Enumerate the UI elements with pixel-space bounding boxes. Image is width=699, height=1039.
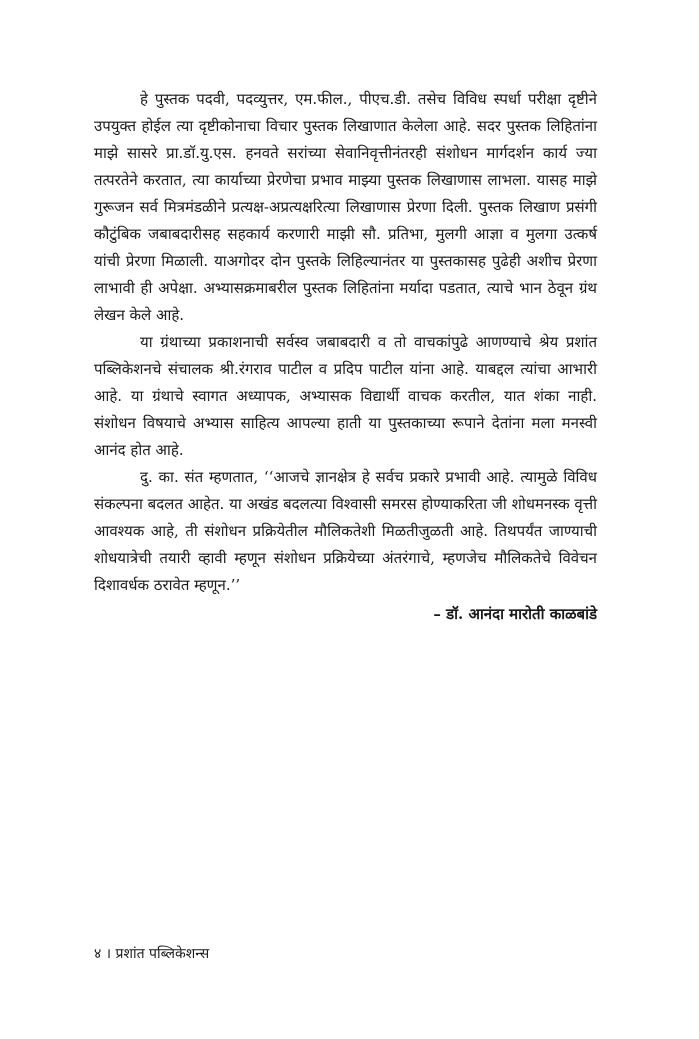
paragraph-publisher-thanks: या ग्रंथाच्या प्रकाशनाची सर्वस्व जबाबदारी व तो वाचकांपुढे आणण्याचे श्रेय प्रशांत पब्लिकेशनचे संचालक श्री.रंगराव पाटील व प्रदिप पाटील यांना आहे. याबद्दल त्यांचा आभारी आहे. या ग्रंथाचे स्वागत अध्यापक, अभ्यासक विद्यार्थी वाचक करतील, यात शंका नाही. संशोधन विषयाचे अभ्यास साहित्य आपल्या हाती या पुस्तकाच्या रूपाने देतांना मला मनस्वी आनंद होत आहे. [94, 333, 597, 459]
paragraph-acknowledgement: हे पुस्तक पदवी, पदव्युत्तर, एम.फील., पीएच.डी. तसेच विविध स्पर्धा परीक्षा दृष्टीने उपयुक्त होईल त्या दृष्टीकोनाचा विचार पुस्तक लिखाणात केलेला आहे. सदर पुस्तक लिहितांना माझे सासरे प्रा.डॉ.यु.एस. हनवते सरांच्या सेवानिवृत्तीनंतरही संशोधन मार्गदर्शन कार्य ज्या तत्परतेने करतात, त्या कार्याच्या प्रेरणेचा प्रभाव माझ्या पुस्तक लिखाणास लाभला. यासह माझे गुरूजन सर्व मित्रमंडळीने प्रत्यक्ष-अप्रत्यक्षरित्या लिखाणास प्रेरणा दिली. पुस्तक लिखाण प्रसंगी कौटुंबिक जबाबदारीसह सहकार्य करणारी माझी सौ. प्रतिभा, मुलगी आज्ञा व मुलगा उत्कर्ष यांची प्रेरणा मिळाली. याअगोदर दोन पुस्तके लिहिल्यानंतर या पुस्तकासह पुढेही अशीच प्रेरणा लाभावी ही अपेक्षा. अभ्यासक्रमाबरील पुस्तक लिहितांना मर्यादा पडतात, त्याचे भान ठेवून ग्रंथ लेखन केले आहे. [94, 90, 597, 324]
paragraph-quotation: दु. का. संत म्हणतात, ‘‘आजचे ज्ञानक्षेत्र हे सर्वच प्रकारे प्रभावी आहे. त्यामुळे विविध संकल्पना बदलत आहेत. या अखंड बदलत्या विश्वासी समरस होण्याकरिता जी शोधमनस्क वृत्ती आवश्यक आहे, ती संशोधन प्रक्रियेतील मौलिकतेशी मिळतीजुळती आहे. तिथपर्यंत जाण्याची शोधयात्रेची तयारी व्हावी म्हणून संशोधन प्रक्रियेच्या अंतरंगाचे, म्हणजेच मौलिकतेचे विवेचन दिशावर्धक ठरावेत म्हणून.’’ [94, 468, 597, 594]
author-signature: – डॉ. आनंदा मारोती काळबांडे [433, 605, 597, 623]
page-footer: ४ । प्रशांत पब्लिकेशन्स [94, 946, 210, 962]
page-body [94, 86, 597, 628]
